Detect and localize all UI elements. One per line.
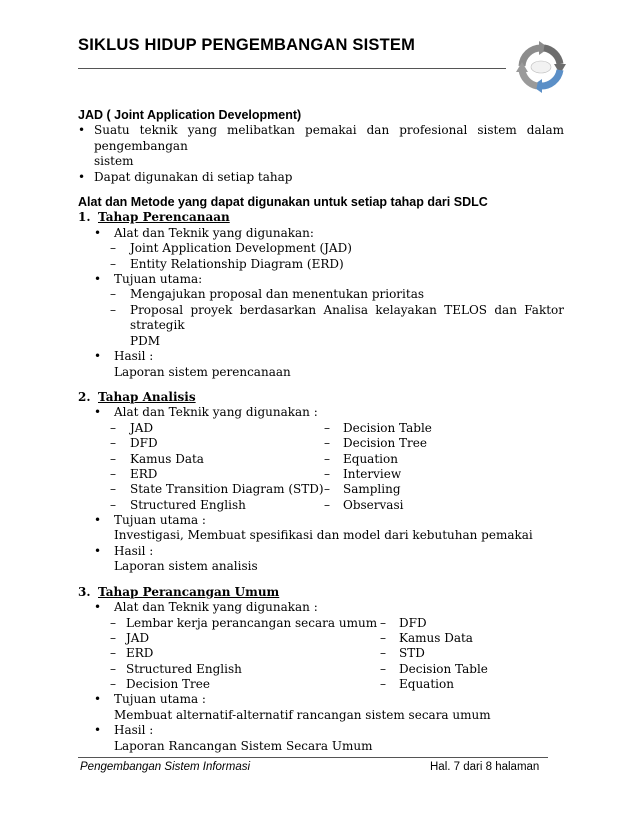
list-item: • Hasil :	[94, 349, 154, 364]
dash-glyph: –	[380, 615, 386, 630]
tools-row	[78, 631, 564, 646]
dash-glyph: –	[110, 630, 116, 645]
tool-item: Interview	[343, 466, 402, 481]
dash-glyph: –	[324, 466, 330, 481]
bullet-icon: •	[94, 723, 102, 738]
tool-item: STD	[399, 646, 425, 661]
tool-item: JAD	[126, 630, 150, 645]
dash-glyph: –	[110, 615, 116, 630]
list-item: • Alat dan Teknik yang digunakan:	[94, 225, 314, 240]
bullet-icon: •	[78, 169, 86, 184]
tool-item: Equation	[399, 677, 454, 692]
dash-glyph: –	[110, 661, 116, 676]
bullet-icon: •	[94, 405, 102, 420]
result-text: Laporan sistem perencanaan	[114, 364, 291, 379]
tool-item: Sampling	[343, 482, 401, 497]
tool-item: Structured English	[126, 661, 242, 676]
tools-row	[78, 677, 564, 692]
dash-glyph: –	[324, 497, 330, 512]
dash-glyph: –	[110, 436, 116, 451]
list-item: • Alat dan Teknik yang digunakan :	[94, 405, 318, 420]
tool-item: Observasi	[343, 497, 404, 512]
cycle-arrows-icon	[510, 40, 572, 96]
tool-item: JAD	[130, 420, 154, 435]
tool-item: Decision Table	[343, 420, 432, 435]
tools-row	[78, 662, 564, 677]
tools-row	[78, 646, 564, 661]
jad-heading: JAD ( Joint Application Development)	[78, 108, 302, 122]
dash-glyph: –	[324, 436, 330, 451]
dash-glyph: –	[380, 646, 386, 661]
tool-item: Lembar kerja perancangan secara umum	[126, 615, 378, 630]
dash-glyph: –	[110, 482, 116, 497]
section-title: 3. Tahap Perancangan Umum	[78, 584, 280, 599]
document-body	[78, 108, 564, 754]
list-item-continuation: sistem	[94, 154, 134, 169]
dash-glyph: –	[110, 451, 116, 466]
list-item: • Dapat digunakan di setiap tahap	[78, 169, 293, 184]
bullet-icon: •	[94, 600, 102, 615]
header-divider	[78, 68, 506, 69]
footer-title: Pengembangan Sistem Informasi	[80, 761, 251, 773]
sub-item-continuation: PDM	[130, 333, 160, 348]
tools-columns	[78, 616, 564, 693]
sub-item: – Joint Application Development (JAD)	[110, 241, 352, 256]
bullet-icon: •	[94, 513, 102, 528]
bullet-icon: •	[94, 692, 102, 707]
sub-item: – Proposal proyek berdasarkan Analisa kelayakan TELOS dan Faktor strategik	[110, 302, 564, 333]
footer-divider	[78, 757, 548, 758]
tool-item: ERD	[126, 646, 154, 661]
dash-glyph: –	[324, 451, 330, 466]
tool-item: Decision Tree	[343, 436, 427, 451]
list-item: • Hasil :	[94, 723, 154, 738]
tools-row	[78, 421, 564, 436]
tool-item: Kamus Data	[130, 451, 204, 466]
list-item: • Alat dan Teknik yang digunakan :	[94, 600, 318, 615]
tools-row	[78, 498, 564, 513]
section-heading: Alat dan Metode yang dapat digunakan untuk setiap tahap dari SDLC	[78, 195, 488, 210]
dash-glyph: –	[110, 466, 116, 481]
page-title: SIKLUS HIDUP PENGEMBANGAN SISTEM	[78, 36, 416, 54]
sub-item: – Mengajukan proposal dan menentukan prioritas	[110, 287, 425, 302]
dash-glyph: –	[324, 420, 330, 435]
result-text: Laporan Rancangan Sistem Secara Umum	[114, 738, 373, 753]
tools-row	[78, 482, 564, 497]
result-text: Laporan sistem analisis	[114, 559, 258, 574]
tools-row	[78, 452, 564, 467]
tools-row	[78, 436, 564, 451]
tool-item: Equation	[343, 451, 398, 466]
dash-glyph: –	[380, 677, 386, 692]
dash-glyph: –	[110, 677, 116, 692]
dash-glyph: –	[324, 482, 330, 497]
list-item: • Suatu teknik yang melibatkan pemakai dan profesional sistem dalam pengembangan	[78, 123, 564, 153]
dash-glyph: –	[110, 497, 116, 512]
dash-glyph: –	[380, 630, 386, 645]
tools-row	[78, 467, 564, 482]
section-title: 1. Tahap Perencanaan	[78, 210, 230, 225]
dash-glyph: –	[110, 420, 116, 435]
tool-item: Kamus Data	[399, 630, 473, 645]
tool-item: DFD	[399, 615, 427, 630]
sub-item: – Entity Relationship Diagram (ERD)	[110, 256, 344, 271]
tool-item: Decision Table	[399, 661, 488, 676]
tool-item: Decision Tree	[126, 677, 210, 692]
bullet-icon: •	[94, 272, 102, 287]
bullet-icon: •	[94, 349, 102, 364]
bullet-icon: •	[94, 225, 102, 240]
bullet-icon: •	[78, 123, 86, 138]
goal-text: Membuat alternatif-alternatif rancangan sistem secara umum	[114, 707, 491, 722]
tool-item: ERD	[130, 466, 158, 481]
tool-item: Structured English	[130, 497, 246, 512]
tools-row	[78, 616, 564, 631]
bullet-icon: •	[94, 543, 102, 558]
list-item: • Hasil :	[94, 543, 154, 558]
tools-columns	[78, 421, 564, 513]
list-item: • Tujuan utama :	[94, 692, 206, 707]
section-title: 2. Tahap Analisis	[78, 389, 196, 404]
goal-text: Investigasi, Membuat spesifikasi dan model dari kebutuhan pemakai	[114, 528, 533, 543]
list-item: • Tujuan utama:	[94, 272, 203, 287]
dash-glyph: –	[380, 661, 386, 676]
dash-glyph: –	[110, 646, 116, 661]
tool-item: State Transition Diagram (STD)	[130, 482, 324, 497]
list-item: • Tujuan utama :	[94, 513, 206, 528]
tool-item: DFD	[130, 436, 158, 451]
page-number: Hal. 7 dari 8 halaman	[430, 761, 540, 773]
